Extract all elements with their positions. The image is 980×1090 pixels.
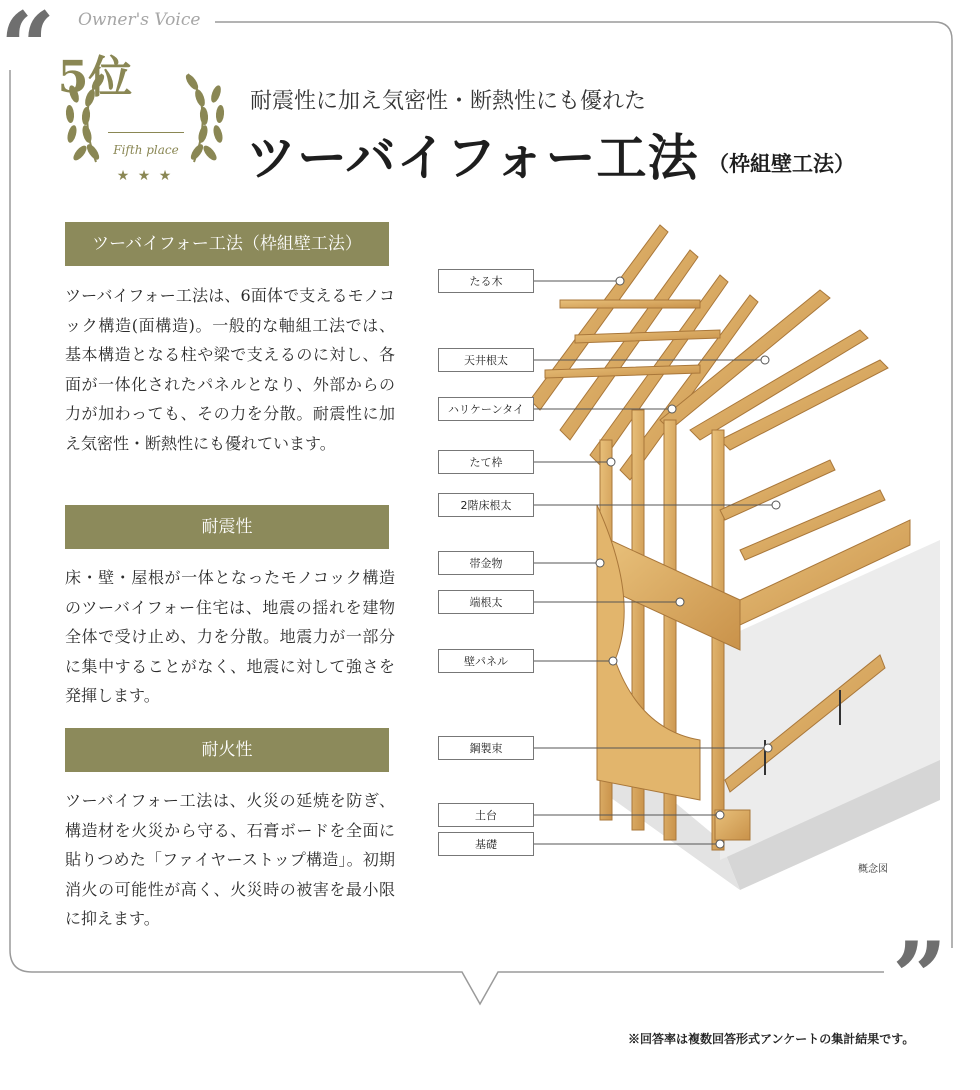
section-heading-fire: 耐火性	[65, 728, 389, 772]
diagram-label-rim-joist: 端根太	[438, 590, 534, 614]
diagram-label-wall-panel: 壁パネル	[438, 649, 534, 673]
diagram-label-stud: たて枠	[438, 450, 534, 474]
diagram-label-rafter: たる木	[438, 269, 534, 293]
owners-voice-label: Owner's Voice	[78, 10, 201, 30]
rank-divider	[108, 132, 184, 133]
section-body-method: ツーバイフォー工法は、6面体で支えるモノコック構造(面構造)。一般的な軸組工法では、基本構造となる柱や梁で支えるのに対し、各面が一体化されたパネルとなり、外部からの力が加わっても、その力を分散。耐震性に加え気密性・断熱性にも優れています。	[65, 286, 395, 453]
diagram-label-steel-post: 鋼製束	[438, 736, 534, 760]
diagram-label-strap: 帯金物	[438, 551, 534, 575]
stars-icon: ★ ★ ★	[116, 168, 174, 184]
page-title: ツーバイフォー工法	[246, 128, 699, 187]
page-subtitle: 耐震性に加え気密性・断熱性にも優れた	[250, 89, 647, 114]
section-body-fire: ツーバイフォー工法は、火災の延焼を防ぎ、構造材を火災から守る、石膏ボードを全面に貼りつめた「ファイヤーストップ構造」。初期消火の可能性が高く、火災時の被害を最小限に抑えます。	[65, 791, 395, 928]
diagram-label-ceiling-joist: 天井根太	[438, 348, 534, 372]
diagram-label-foundation: 基礎	[438, 832, 534, 856]
rank-subtitle: Fifth place	[113, 143, 179, 157]
close-quote-icon: ”	[892, 921, 936, 1034]
rank-number: 5位	[57, 52, 133, 103]
section-heading-earthquake: 耐震性	[65, 505, 389, 549]
page-title-paren: （枠組壁工法）	[708, 151, 855, 176]
footnote: ※回答率は複数回答形式アンケートの集計結果です。	[628, 1032, 915, 1046]
section-body-earthquake: 床・壁・屋根が一体となったモノコック構造のツーバイフォー住宅は、地震の揺れを建物全体で受け止め、力を分散。地震力が一部分に集中することがなく、地震に対して強さを発揮します。	[65, 568, 395, 705]
open-quote-icon: “	[0, 0, 44, 104]
diagram-label-floor-joist: 2階床根太	[438, 493, 534, 517]
section-heading-method: ツーバイフォー工法（枠組壁工法）	[65, 222, 389, 266]
diagram-label-sill: 土台	[438, 803, 534, 827]
diagram-caption: 概念図	[858, 864, 888, 875]
diagram-label-hurricane-tie: ハリケーンタイ	[438, 397, 534, 421]
